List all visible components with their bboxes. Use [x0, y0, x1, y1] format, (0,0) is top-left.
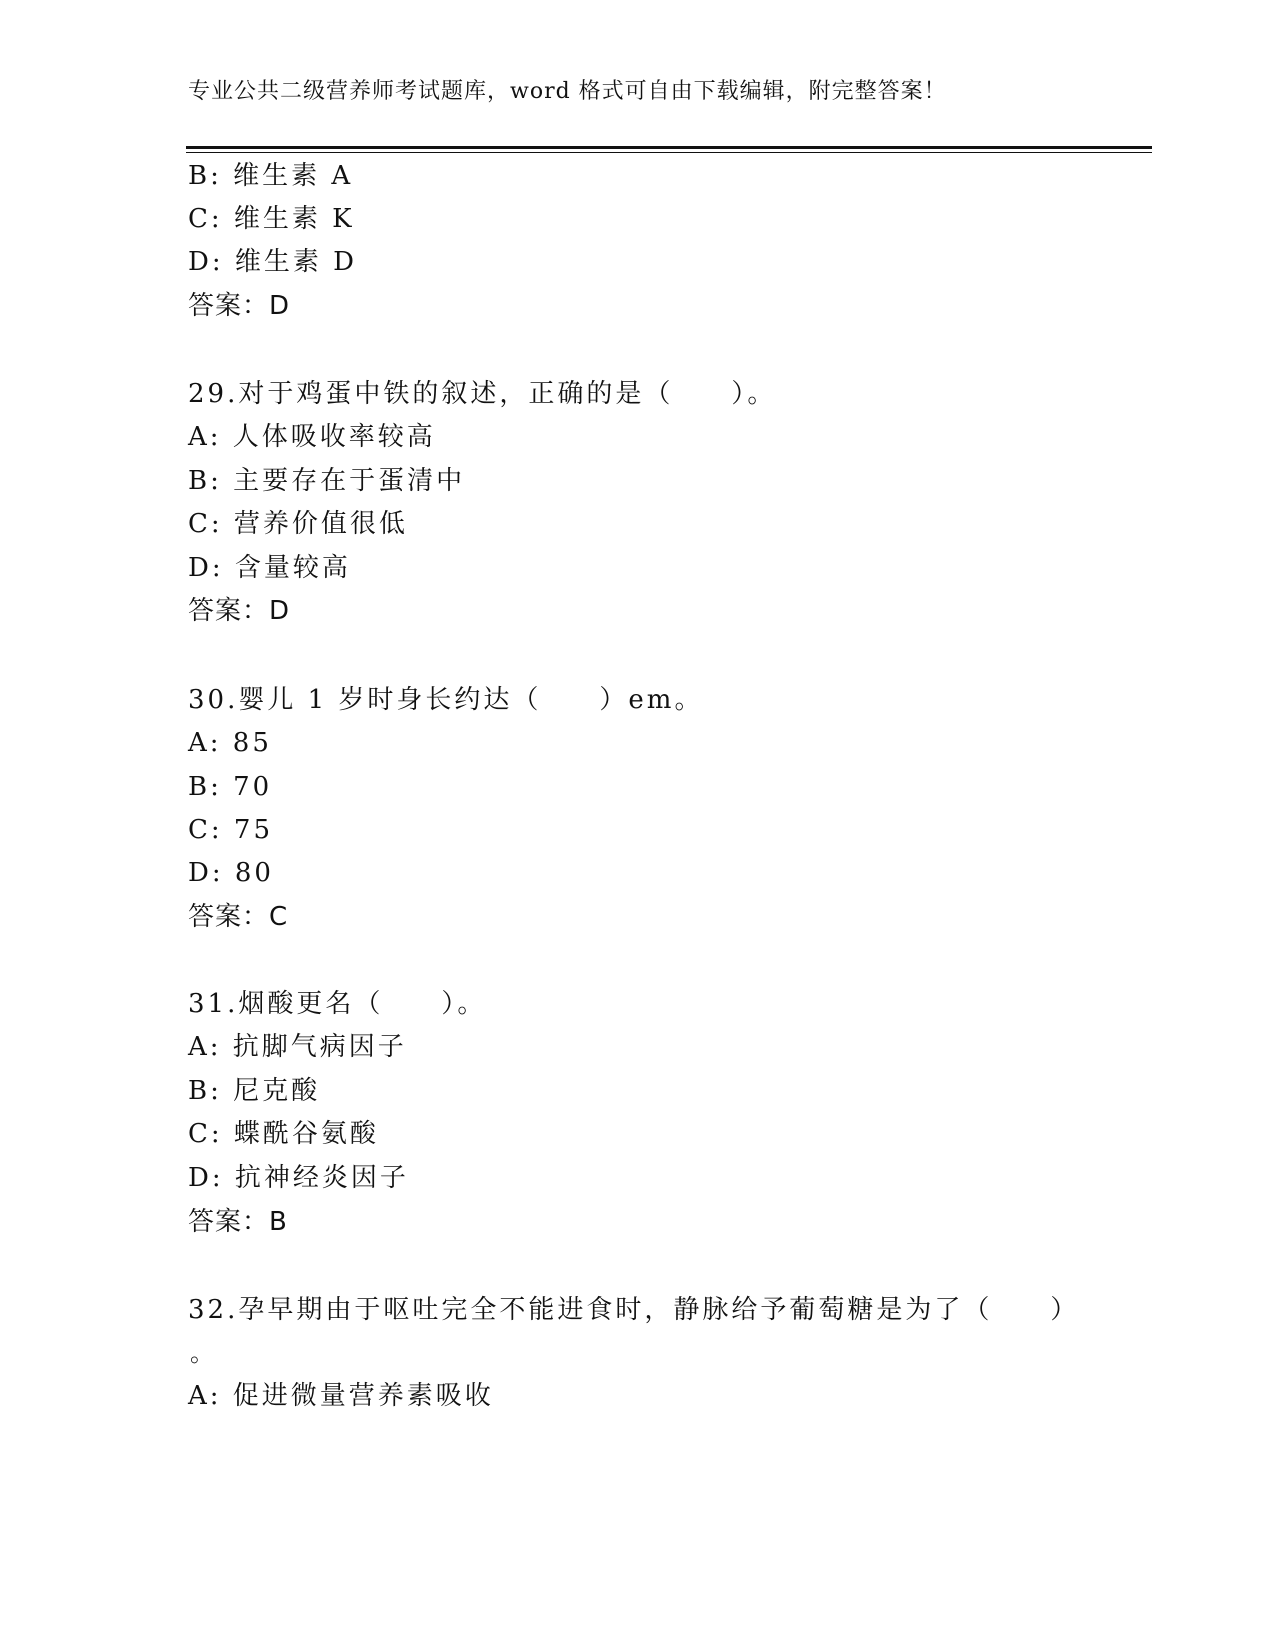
q31-option-a: A: 抗脚气病因子	[188, 1032, 407, 1062]
q30-option-a: A: 85	[188, 728, 272, 758]
q31-option-b: B: 尼克酸	[188, 1076, 321, 1106]
q29-answer: 答案：D	[188, 596, 291, 626]
q31-question: 31.烟酸更名（ ）。	[188, 989, 487, 1019]
q29-option-a: A: 人体吸收率较高	[188, 422, 436, 452]
q28-option-b: B: 维生素 A	[188, 161, 354, 191]
q32-question: 32.孕早期由于呕吐完全不能进食时，静脉给予葡萄糖是为了（ ）	[188, 1295, 1080, 1325]
q29-question: 29.对于鸡蛋中铁的叙述，正确的是（ ）。	[188, 379, 777, 409]
q29-option-b: B: 主要存在于蛋清中	[188, 466, 466, 496]
q31-option-d: D: 抗神经炎因子	[188, 1163, 409, 1193]
q31-option-c: C: 蝶酰谷氨酸	[188, 1119, 379, 1149]
q28-option-c: C: 维生素 K	[188, 204, 355, 234]
q29-option-d: D: 含量较高	[188, 553, 351, 583]
q30-answer: 答案：C	[188, 902, 289, 932]
q30-option-b: B: 70	[188, 772, 273, 802]
page-header: 专业公共二级营养师考试题库，word 格式可自由下载编辑，附完整答案！	[188, 79, 947, 104]
q28-answer: 答案：D	[188, 291, 291, 321]
header-rule-thick	[186, 146, 1152, 149]
q29-option-c: C: 营养价值很低	[188, 509, 408, 539]
q31-answer: 答案：B	[188, 1207, 288, 1237]
q30-question: 30.婴儿 1 岁时身长约达（ ）em。	[188, 685, 704, 715]
q30-option-c: C: 75	[188, 815, 274, 845]
q32-question-continuation: 。	[190, 1339, 214, 1367]
q28-option-d: D: 维生素 D	[188, 247, 357, 277]
header-rule-thin	[186, 152, 1152, 153]
q30-option-d: D: 80	[188, 858, 274, 888]
q32-option-a: A: 促进微量营养素吸收	[188, 1381, 494, 1411]
